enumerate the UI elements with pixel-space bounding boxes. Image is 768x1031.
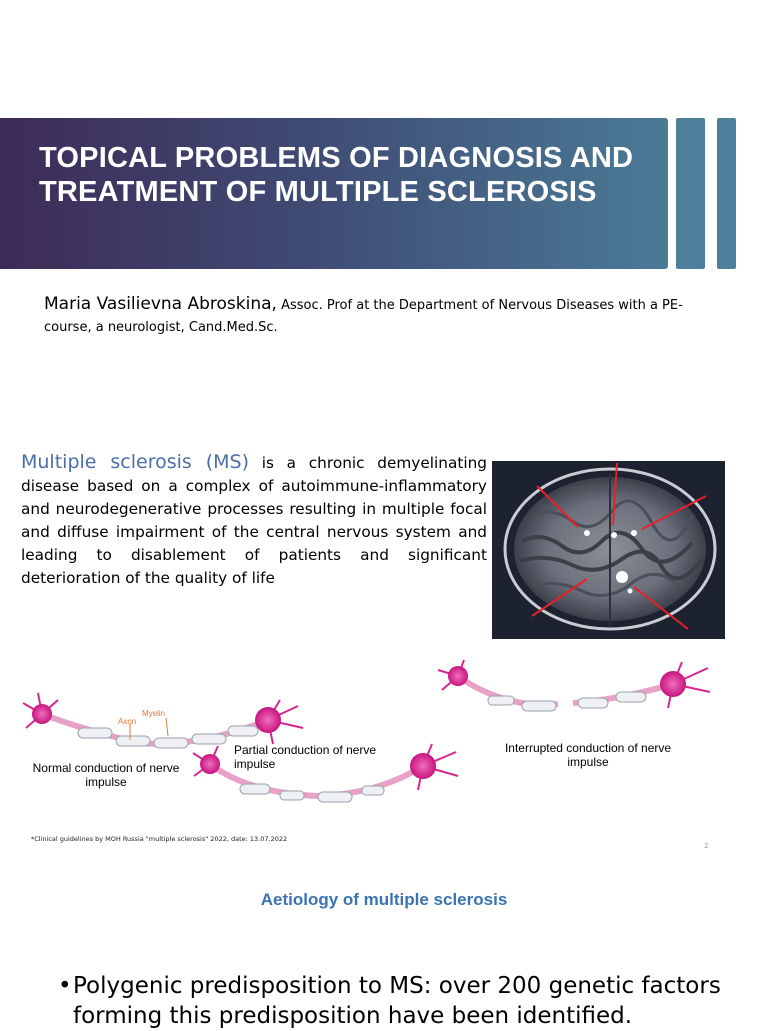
axon-label: Axon xyxy=(118,717,137,726)
page-number: 2 xyxy=(704,842,709,850)
bullet-marker: • xyxy=(58,973,72,999)
author-line xyxy=(44,293,724,339)
author-position: Assoc. Prof at the Department of Nervous Diseases with a PE-course, a neurologist, Cand.Med.Sc. xyxy=(44,298,683,335)
footnote: *Clinical guidelines by MOH Russia "multiple sclerosis" 2022, date: 13.07.2022 xyxy=(31,835,288,843)
normal-neuron xyxy=(23,693,303,748)
partial-conduction-label: Partial conduction of nerve impulse xyxy=(234,743,377,771)
accent-bar-narrow xyxy=(717,118,736,269)
bullet-text: Polygenic predisposition to MS: over 200 genetic factors forming this predisposition have been identified. xyxy=(73,973,721,1029)
slide-title: TOPICAL PROBLEMS OF DIAGNOSIS AND TREATMENT OF MULTIPLE SCLEROSIS xyxy=(39,142,634,208)
author-name: Maria Vasilievna Abroskina, xyxy=(44,294,277,314)
accent-bar-wide xyxy=(676,118,705,269)
ms-definition xyxy=(21,451,487,590)
definition-text: is a chronic demyelinating disease based on a complex of autoimmune-inflammatory and neurodegenerative processes resulting in multiple focal and diffuse impairment of the central nervous system and leading to disablement of patients and significant deterioration of the quality of life xyxy=(21,454,487,587)
myelin-label: Myelin xyxy=(142,709,166,718)
interrupted-conduction-label: Interrupted conduction of nerve impulse xyxy=(504,741,672,769)
interrupted-neuron xyxy=(438,660,710,711)
brain-mri-scan-icon xyxy=(492,461,725,639)
section-title: Aetiology of multiple sclerosis xyxy=(260,890,508,909)
normal-conduction-label: Normal conduction of nerve impulse xyxy=(32,761,180,789)
bullet-item xyxy=(58,971,738,1031)
definition-term: Multiple sclerosis (MS) xyxy=(21,451,249,473)
